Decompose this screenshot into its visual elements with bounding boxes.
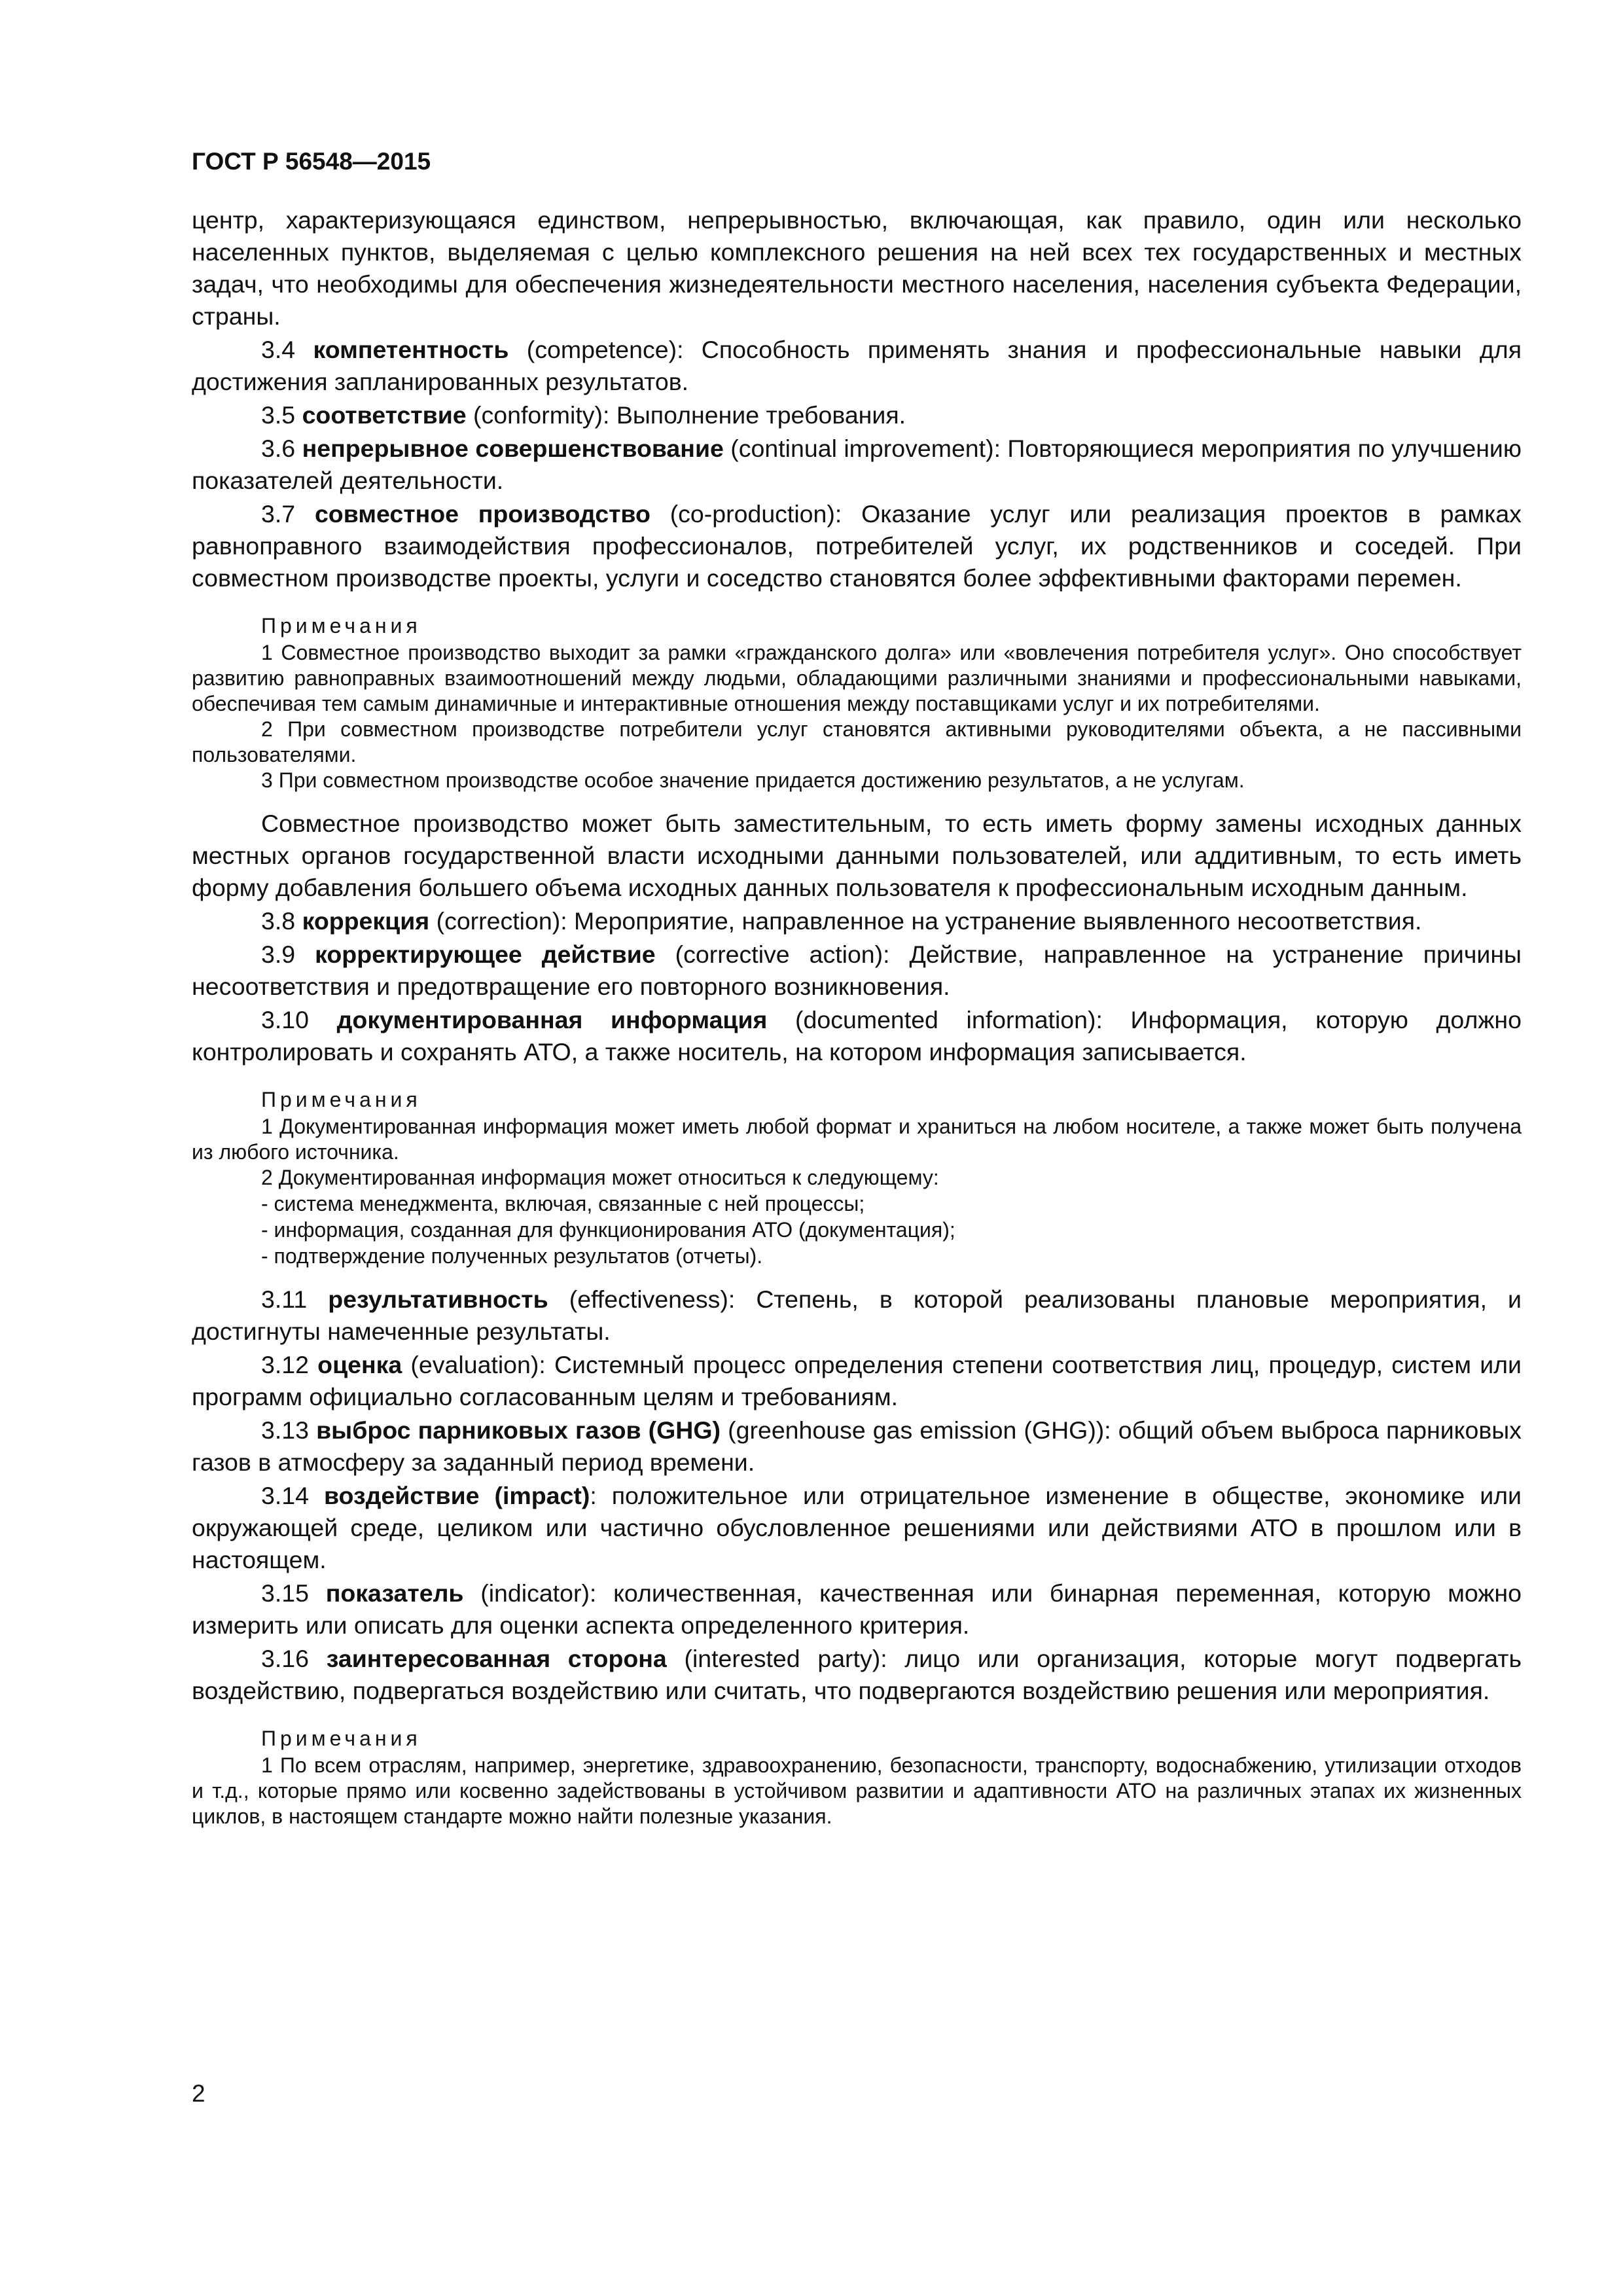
term-number: 3.7 xyxy=(261,500,296,528)
term-name: воздействие (impact) xyxy=(323,1482,590,1509)
term-number: 3.11 xyxy=(261,1285,308,1313)
note-dash-item: - система менеджмента, включая, связанные с ней процессы; xyxy=(261,1192,865,1215)
term-name: соответствие xyxy=(302,401,467,429)
term-definition: (interested party): лицо или организация, которые могут подвергать воздействию, подвергаться воздействию или считать, что подвергаются воздействию решения или мероприятия. xyxy=(192,1645,1522,1704)
term-name: оценка xyxy=(317,1351,402,1378)
term-paragraph xyxy=(192,399,1522,431)
notes-title: Примечания xyxy=(261,1088,421,1111)
note-dash-item: - подтверждение полученных результатов (отчеты). xyxy=(261,1244,763,1268)
note-item: 2 При совместном производстве потребители услуг становятся активными руководителями объекта, а не пассивными пользователями. xyxy=(192,717,1522,766)
term-paragraph xyxy=(192,939,1522,1003)
term-paragraph xyxy=(192,498,1522,594)
term-name: совместное производство xyxy=(314,500,651,528)
term-definition: (competence): Способность применять знания и профессиональные навыки для достижения запланированных результатов. xyxy=(192,336,1522,395)
intro-paragraph: центр, характеризующаяся единством, непрерывностью, включающая, как правило, один или несколько населенных пунктов, выделяемая с целью комплексного решения на ней всех тех государственных и местных задач, что необходимы для обеспечения жизнедеятельности местного населения, населения субъекта Федерации, страны. xyxy=(192,206,1522,330)
body-text-2 xyxy=(192,808,1522,1068)
term-paragraph xyxy=(192,1349,1522,1413)
term-name: выброс парниковых газов (GHG) xyxy=(316,1416,721,1444)
term-definition: (conformity): Выполнение требования. xyxy=(466,401,906,429)
term-name: результативность xyxy=(328,1285,548,1313)
term-number: 3.4 xyxy=(261,336,296,363)
term-definition: (documented information): Информация, которую должно контролировать и сохранять АТО, а также носитель, на котором информация записывается. xyxy=(192,1006,1522,1066)
term-number: 3.8 xyxy=(261,907,296,935)
document-page xyxy=(192,148,1522,1844)
term-number: 3.15 xyxy=(261,1579,309,1607)
page-number: 2 xyxy=(192,2080,205,2107)
notes-block-1 xyxy=(192,611,1522,793)
note-item: 1 Документированная информация может иметь любой формат и храниться на любом носителе, а также может быть получена из любого источника. xyxy=(192,1115,1522,1164)
term-paragraph xyxy=(192,1643,1522,1707)
term-paragraph xyxy=(192,905,1522,937)
term-definition: (correction): Мероприятие, направленное на устранение выявленного несоответствия. xyxy=(429,907,1422,935)
term-paragraph xyxy=(192,1414,1522,1479)
term-definition: : положительное или отрицательное изменение в обществе, экономике или окружающей среде, целиком или частично обусловленное решениями или действиями АТО в прошлом или в настоящем. xyxy=(192,1482,1522,1573)
note-item: 1 Совместное производство выходит за рамки «гражданского долга» или «вовлечения потребителя услуг». Оно способствует развитию равноправных взаимоотношений между людьми, обладающими различными знаниями и профессиональными навыками, обеспечивая тем самым динамичные и интерактивные отношения между поставщиками услуг и их потребителями. xyxy=(192,641,1522,715)
term-paragraph xyxy=(192,1004,1522,1068)
term-definition: (continual improvement): Повторяющиеся мероприятия по улучшению показателей деятельности. xyxy=(192,435,1522,494)
term-definition: (corrective action): Действие, направленное на устранение причины несоответствия и предотвращение его повторного возникновения. xyxy=(192,941,1522,1000)
term-number: 3.6 xyxy=(261,435,296,462)
term-definition: (effectiveness): Степень, в которой реализованы плановые мероприятия, и достигнуты намеченные результаты. xyxy=(192,1285,1522,1345)
term-name: документированная информация xyxy=(336,1006,768,1033)
term-paragraph xyxy=(192,1283,1522,1348)
term-name: корректирующее действие xyxy=(315,941,656,968)
note-item: 2 Документированная информация может относиться к следующему: xyxy=(261,1166,939,1189)
term-number: 3.14 xyxy=(261,1482,309,1509)
body-text xyxy=(192,204,1522,594)
notes-block-3 xyxy=(192,1724,1522,1829)
term-name: заинтересованная сторона xyxy=(326,1645,667,1672)
note-item: 1 По всем отраслям, например, энергетике, здравоохранению, безопасности, транспорту, водоснабжению, утилизации отходов и т.д., которые прямо или косвенно задействованы в устойчивом развитии и адаптивности АТО на различных этапах их жизненных циклов, в настоящем стандарте можно найти полезные указания. xyxy=(192,1753,1522,1828)
term-number: 3.10 xyxy=(261,1006,309,1033)
term-paragraph xyxy=(192,1480,1522,1576)
term-definition: (greenhouse gas emission (GHG)): общий объем выброса парниковых газов в атмосферу за заданный период времени. xyxy=(192,1416,1522,1476)
term-name: показатель xyxy=(325,1579,464,1607)
term-definition: (co-production): Оказание услуг или реализация проектов в рамках равноправного взаимодействия профессионалов, потребителей услуг, их родственников и соседей. При совместном производстве проекты, услуги и соседство становятся более эффективными факторами перемен. xyxy=(192,500,1522,592)
term-paragraph xyxy=(192,1577,1522,1641)
term-number: 3.13 xyxy=(261,1416,309,1444)
note-item: 3 При совместном производстве особое значение придается достижению результатов, а не услугам. xyxy=(261,768,1245,792)
term-number: 3.9 xyxy=(261,941,296,968)
note-dash-item: - информация, созданная для функционирования АТО (документация); xyxy=(261,1218,955,1242)
term-definition: (evaluation): Системный процесс определения степени соответствия лиц, процедур, систем или программ официально согласованным целям и требованиям. xyxy=(192,1351,1522,1410)
body-text-3 xyxy=(192,1283,1522,1707)
term-paragraph xyxy=(192,334,1522,398)
terms-group-a xyxy=(192,334,1522,594)
notes-title: Примечания xyxy=(261,1727,421,1750)
term-number: 3.16 xyxy=(261,1645,309,1672)
term-name: непрерывное совершенствование xyxy=(302,435,724,462)
terms-group-b xyxy=(192,905,1522,1068)
term-name: компетентность xyxy=(313,336,509,363)
coproduction-paragraph: Совместное производство может быть заместительным, то есть иметь форму замены исходных данных местных органов государственной власти исходными данными пользователей, или аддитивным, то есть иметь форму добавления большего объема исходных данных пользователя к профессиональным исходным данным. xyxy=(192,810,1522,901)
terms-group-c xyxy=(192,1283,1522,1707)
notes-title: Примечания xyxy=(261,614,421,637)
document-header: ГОСТ Р 56548—2015 xyxy=(192,148,431,175)
term-number: 3.5 xyxy=(261,401,296,429)
term-definition: (indicator): количественная, качественная или бинарная переменная, которую можно измерить или описать для оценки аспекта определенного критерия. xyxy=(192,1579,1522,1639)
term-name: коррекция xyxy=(302,907,430,935)
term-paragraph xyxy=(192,433,1522,497)
notes-block-2 xyxy=(192,1085,1522,1269)
term-number: 3.12 xyxy=(261,1351,309,1378)
